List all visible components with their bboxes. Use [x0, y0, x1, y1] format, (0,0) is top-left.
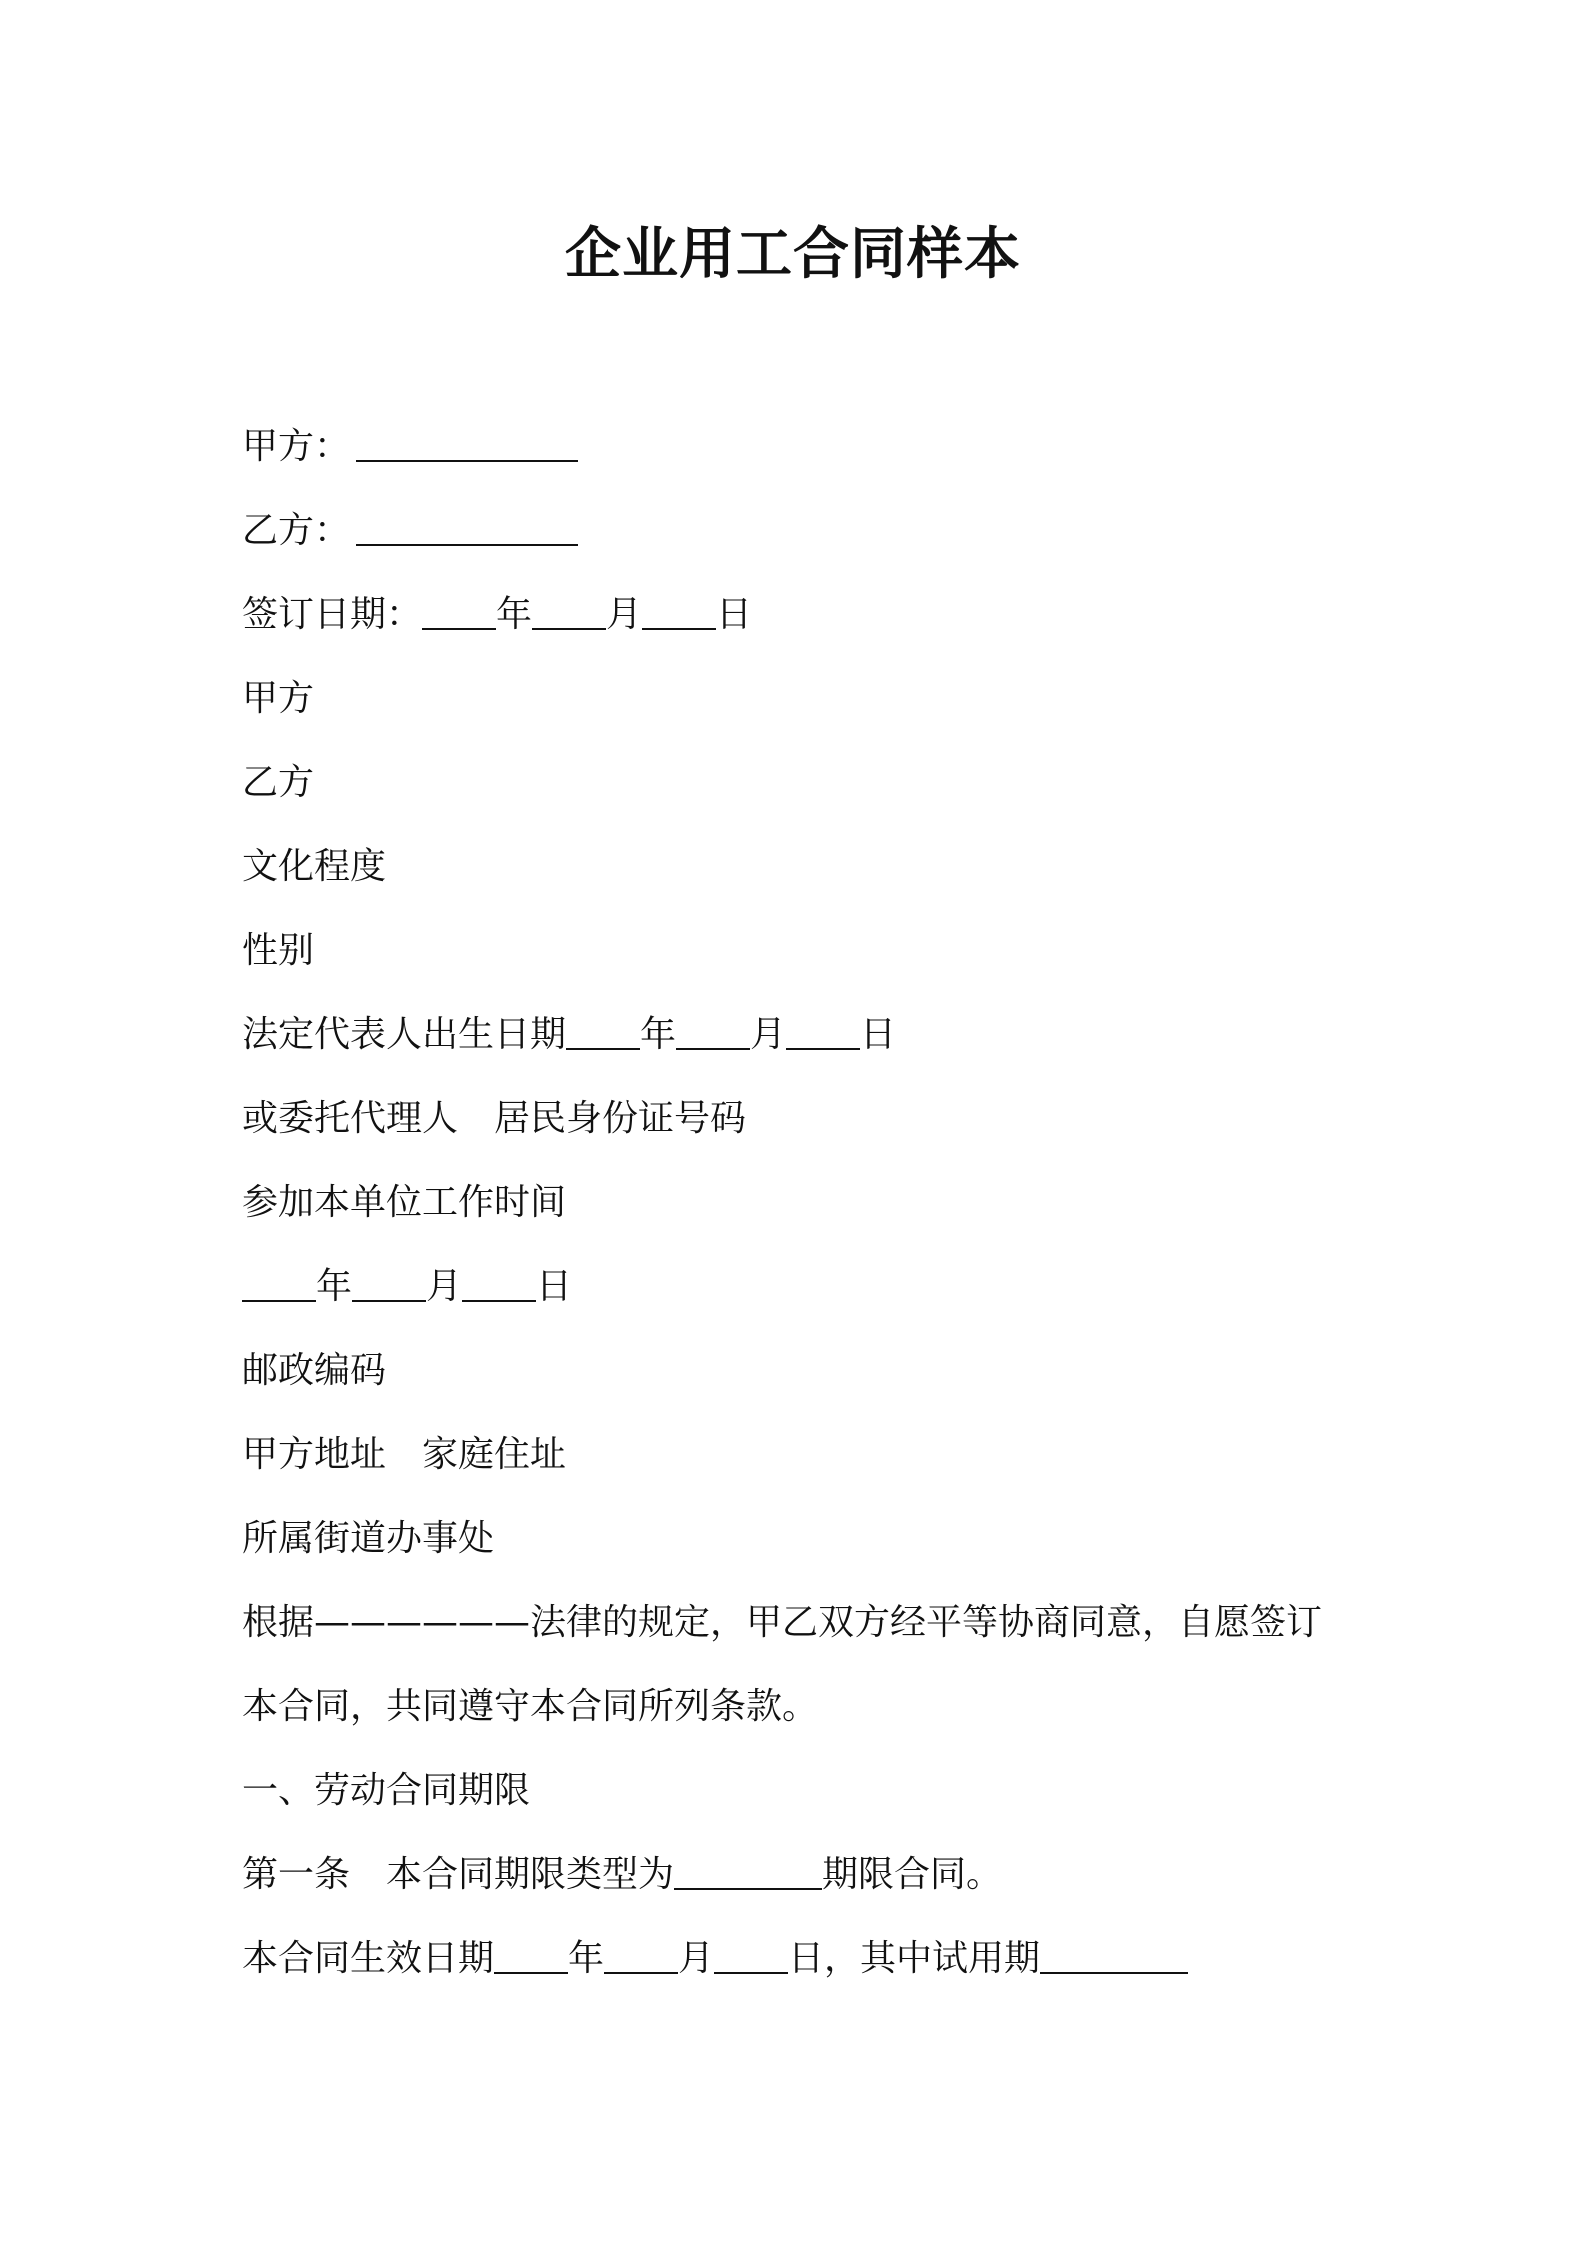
- party-a-line: [242, 405, 1372, 489]
- month-blank: [676, 1020, 750, 1050]
- agent-label: 或委托代理人: [242, 1098, 459, 1139]
- legal-rep-birth-label: 法定代表人出生日期: [242, 1014, 567, 1055]
- sign-date-line: [242, 573, 1372, 657]
- term-type-blank: [674, 1860, 822, 1890]
- month-blank: [352, 1272, 426, 1302]
- preamble-line-2: 本合同，共同遵守本合同所列条款。: [242, 1686, 819, 1727]
- effective-date-label: 本合同生效日期: [242, 1938, 495, 1979]
- month-blank: [532, 600, 606, 630]
- contract-term-type-label: 本合同期限类型为: [386, 1854, 675, 1895]
- month-label: 月: [606, 594, 643, 635]
- party-a-heading: 甲方: [242, 678, 315, 719]
- probation-label: 日，其中试用期: [788, 1938, 1041, 1979]
- year-label: 年: [496, 594, 533, 635]
- join-date-line: [242, 1245, 1372, 1329]
- year-label: 年: [316, 1266, 353, 1307]
- sign-date-label: 签订日期：: [242, 594, 423, 635]
- party-b-blank: [356, 516, 578, 546]
- year-blank: [422, 600, 496, 630]
- year-blank: [494, 1944, 568, 1974]
- document-title: 企业用工合同样本: [565, 222, 1021, 287]
- postal-code-label: 邮政编码: [242, 1350, 387, 1391]
- join-time-label: 参加本单位工作时间: [242, 1182, 567, 1223]
- year-blank: [242, 1272, 316, 1302]
- party-a-blank: [356, 432, 578, 462]
- article-1-label: 第一条: [242, 1854, 351, 1895]
- day-label: 日: [716, 594, 753, 635]
- subdistrict-office-label: 所属街道办事处: [242, 1518, 495, 1559]
- document-body: [242, 405, 1372, 2001]
- party-a-address-label: 甲方地址: [242, 1434, 387, 1475]
- year-label: 年: [640, 1014, 677, 1055]
- agent-id-line: [242, 1077, 1372, 1161]
- party-a-label: 甲方：: [242, 426, 351, 467]
- year-blank: [566, 1020, 640, 1050]
- id-number-label: 居民身份证号码: [494, 1098, 747, 1139]
- party-b-label: 乙方：: [242, 510, 351, 551]
- article-1-line: [242, 1833, 1372, 1917]
- month-blank: [604, 1944, 678, 1974]
- month-label: 月: [678, 1938, 715, 1979]
- year-label: 年: [568, 1938, 605, 1979]
- day-blank: [786, 1020, 860, 1050]
- address-line: [242, 1413, 1372, 1497]
- home-address-label: 家庭住址: [422, 1434, 567, 1475]
- preamble-line-1: 根据——————法律的规定，甲乙双方经平等协商同意，自愿签订: [242, 1602, 1323, 1643]
- day-label: 日: [860, 1014, 897, 1055]
- effective-date-line: [242, 1917, 1372, 2001]
- term-contract-suffix: 期限合同。: [822, 1854, 1003, 1895]
- gender-label: 性别: [242, 930, 315, 971]
- day-blank: [642, 600, 716, 630]
- party-b-heading: 乙方: [242, 762, 315, 803]
- legal-rep-birth-line: [242, 993, 1372, 1077]
- section-1-heading: 一、劳动合同期限: [242, 1770, 531, 1811]
- day-blank: [462, 1272, 536, 1302]
- month-label: 月: [426, 1266, 463, 1307]
- education-label: 文化程度: [242, 846, 387, 887]
- month-label: 月: [750, 1014, 787, 1055]
- probation-blank: [1040, 1944, 1188, 1974]
- party-b-line: [242, 489, 1372, 573]
- day-blank: [714, 1944, 788, 1974]
- day-label: 日: [536, 1266, 573, 1307]
